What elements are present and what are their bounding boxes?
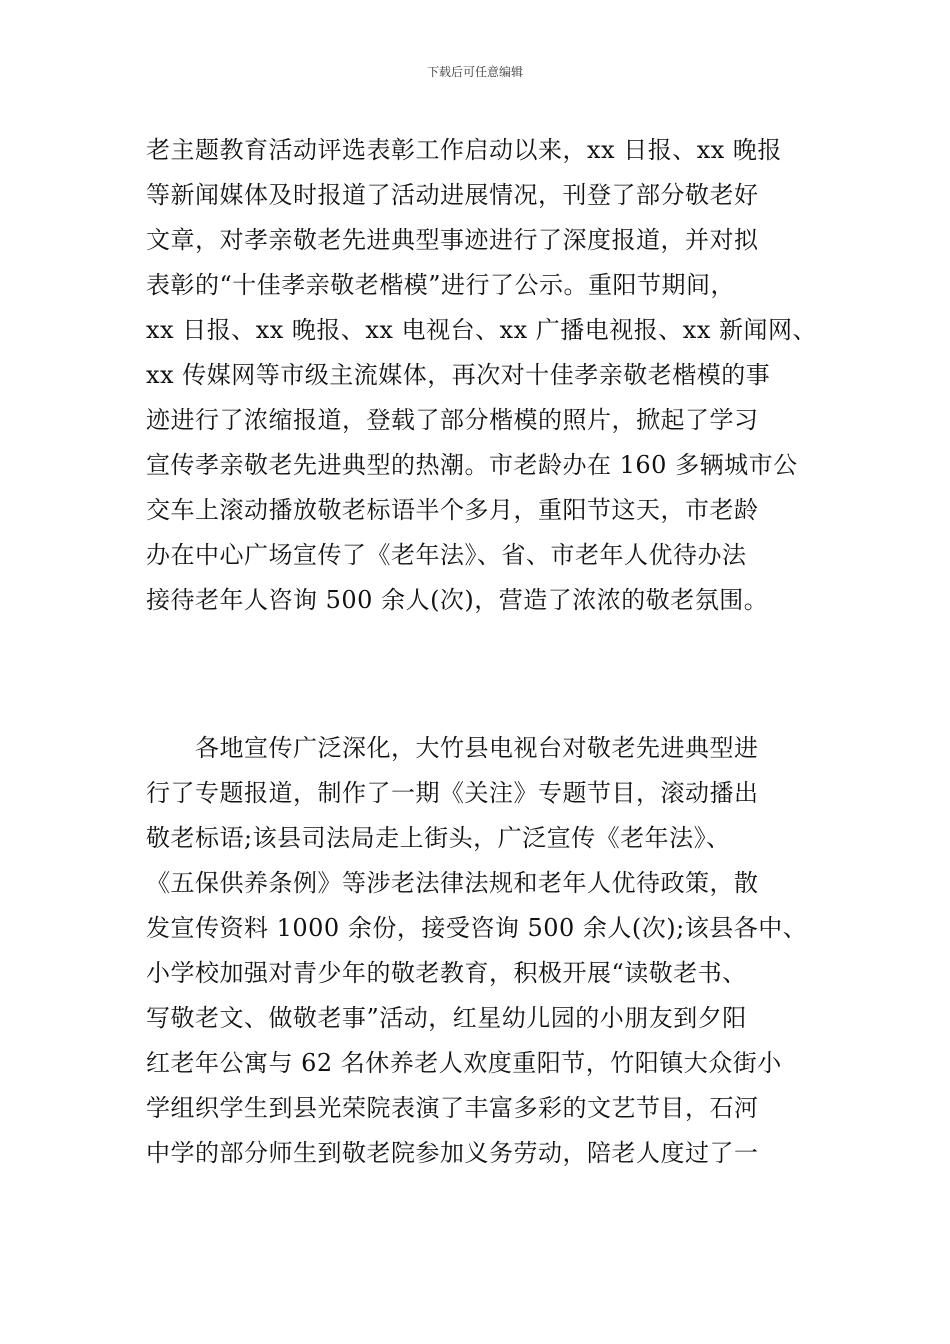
text-line: 小学校加强对青少年的敬老教育，积极开展“读敬老书、 xyxy=(146,959,747,987)
text-line: 《五保供养条例》等涉老法律法规和老年人优待政策，散 xyxy=(146,869,759,897)
text-line: 表彰的“十佳孝亲敬老楷模”进行了公示。重阳节期间， xyxy=(146,271,736,299)
text-line: 各地宣传广泛深化，大竹县电视台对敬老先进典型进 xyxy=(146,734,759,762)
paragraph-2 xyxy=(146,726,826,1176)
text-line: 交车上滚动播放敬老标语半个多月，重阳节这天，市老龄 xyxy=(146,496,759,524)
header-note: 下载后可任意编辑 xyxy=(426,65,523,79)
text-line: 中学的部分师生到敬老院参加义务劳动，陪老人度过了一 xyxy=(146,1139,759,1167)
text-line: 写敬老文、做敬老事”活动，红星幼儿园的小朋友到夕阳 xyxy=(146,1004,747,1032)
text-line: 等新闻媒体及时报道了活动进展情况，刊登了部分敬老好 xyxy=(146,181,759,209)
text-line: xx 日报、xx 晚报、xx 电视台、xx 广播电视报、xx 新闻网、 xyxy=(146,316,817,344)
text-line: 办在中心广场宣传了《老年法》、省、市老年人优待办法 xyxy=(146,541,747,569)
text-line: 学组织学生到县光荣院表演了丰富多彩的文艺节目，石河 xyxy=(146,1094,759,1122)
text-line: 敬老标语;该县司法局走上街头，广泛宣传《老年法》、 xyxy=(146,824,731,852)
text-line: 老主题教育活动评选表彰工作启动以来，xx 日报、xx 晚报 xyxy=(146,136,782,164)
text-line: 文章，对孝亲敬老先进典型事迹进行了深度报道，并对拟 xyxy=(146,226,759,254)
text-line: 迹进行了浓缩报道，登载了部分楷模的照片，掀起了学习 xyxy=(146,406,759,434)
text-line: xx 传媒网等市级主流媒体，再次对十佳孝亲敬老楷模的事 xyxy=(146,361,771,389)
paragraph-1 xyxy=(146,128,826,623)
text-line: 红老年公寓与 62 名休养老人欢度重阳节，竹阳镇大众街小 xyxy=(146,1049,782,1077)
text-line: 发宣传资料 1000 余份，接受咨询 500 余人(次);该县各中、 xyxy=(146,914,808,942)
text-line: 宣传孝亲敬老先进典型的热潮。市老龄办在 160 多辆城市公 xyxy=(146,451,798,479)
text-line: 接待老年人咨询 500 余人(次)，营造了浓浓的敬老氛围。 xyxy=(146,586,769,614)
text-line: 行了专题报道，制作了一期《关注》专题节目，滚动播出 xyxy=(146,779,759,807)
